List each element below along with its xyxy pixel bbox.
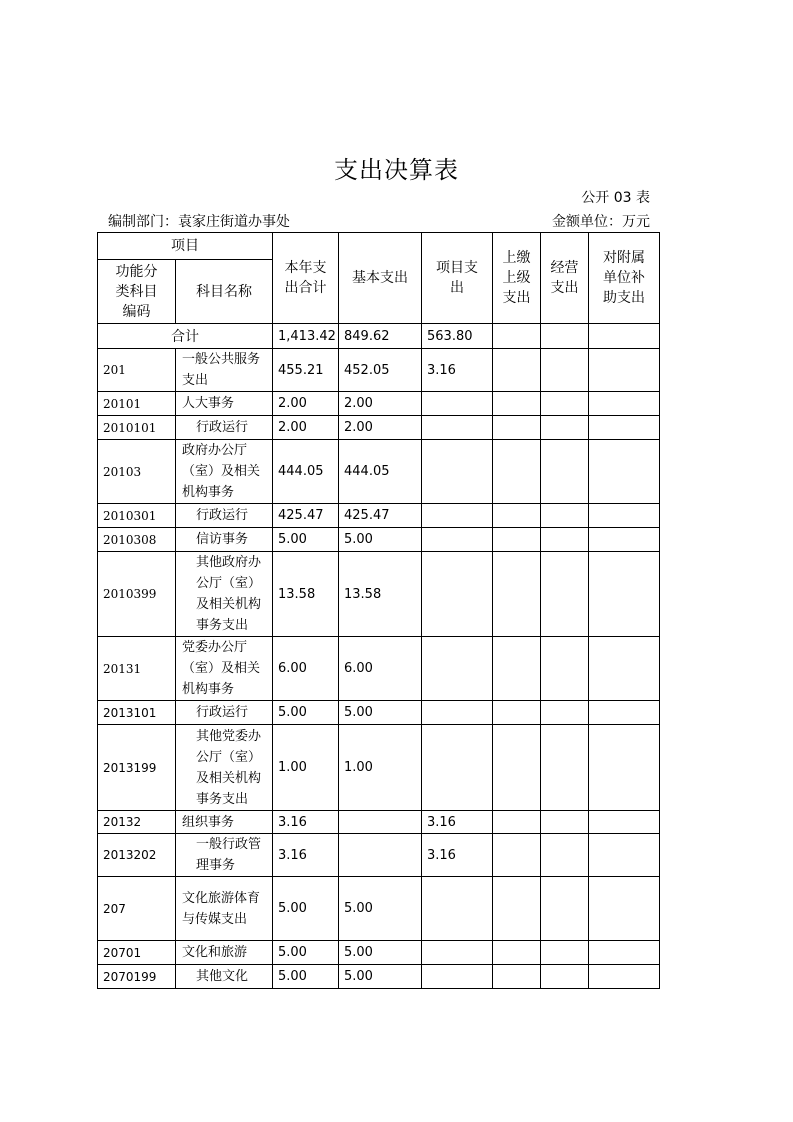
row-total: 5.00: [273, 877, 339, 941]
row-business: [541, 416, 589, 440]
row-total: 3.16: [273, 811, 339, 834]
header-item-group: 项目: [98, 233, 273, 260]
row-subsidy: [589, 701, 660, 725]
row-business: [541, 528, 589, 552]
row-subsidy: [589, 349, 660, 392]
row-total: 13.58: [273, 552, 339, 637]
row-upper: [493, 349, 541, 392]
form-number: 公开 03 表: [581, 190, 650, 206]
header-func-code: 功能分 类科目 编码: [98, 260, 176, 324]
compiling-department: 编制部门：袁家庄街道办事处: [108, 214, 290, 230]
row-upper: [493, 834, 541, 877]
amount-unit: 金额单位：万元: [552, 214, 650, 230]
row-subsidy: [589, 392, 660, 416]
row-subsidy: [589, 941, 660, 965]
row-upper: [493, 637, 541, 701]
table-row: [98, 637, 660, 701]
row-name: 其他政府办公厅（室）及相关机构事务支出: [176, 552, 273, 637]
row-project: [422, 528, 493, 552]
row-subsidy: [589, 416, 660, 440]
page-title: 支出决算表: [334, 156, 459, 184]
row-code: 20131: [98, 637, 176, 701]
row-upper: [493, 392, 541, 416]
row-basic: 5.00: [339, 701, 422, 725]
row-upper: [493, 811, 541, 834]
row-business: [541, 701, 589, 725]
row-total: 3.16: [273, 834, 339, 877]
row-total: 2.00: [273, 392, 339, 416]
total-subsidy: [589, 324, 660, 349]
table-row: [98, 552, 660, 637]
total-row: [98, 324, 660, 349]
table-row: [98, 725, 660, 811]
row-upper: [493, 416, 541, 440]
row-business: [541, 392, 589, 416]
total-upper: [493, 324, 541, 349]
row-project: 3.16: [422, 349, 493, 392]
row-basic: 2.00: [339, 392, 422, 416]
row-project: [422, 440, 493, 504]
row-name: 其他党委办公厅（室）及相关机构事务支出: [176, 725, 273, 811]
row-project: [422, 416, 493, 440]
total-basic: 849.62: [339, 324, 422, 349]
row-upper: [493, 941, 541, 965]
row-total: 5.00: [273, 941, 339, 965]
row-basic: 5.00: [339, 941, 422, 965]
row-name: 一般公共服务支出: [176, 349, 273, 392]
row-project: [422, 877, 493, 941]
row-project: [422, 965, 493, 989]
row-name: 一般行政管理事务: [176, 834, 273, 877]
total-label: 合计: [98, 324, 273, 349]
row-code: 20101: [98, 392, 176, 416]
row-name: 行政运行: [176, 416, 273, 440]
row-business: [541, 941, 589, 965]
table-row: [98, 504, 660, 528]
row-basic: 5.00: [339, 965, 422, 989]
row-code: 20103: [98, 440, 176, 504]
row-upper: [493, 552, 541, 637]
row-name: 信访事务: [176, 528, 273, 552]
row-subsidy: [589, 811, 660, 834]
row-subsidy: [589, 725, 660, 811]
row-upper: [493, 877, 541, 941]
row-total: 5.00: [273, 965, 339, 989]
row-total: 455.21: [273, 349, 339, 392]
row-name: 人大事务: [176, 392, 273, 416]
row-business: [541, 965, 589, 989]
row-code: 2013202: [98, 834, 176, 877]
row-total: 5.00: [273, 528, 339, 552]
header-project: 项目支 出: [422, 233, 493, 324]
table-row: [98, 528, 660, 552]
row-basic: 452.05: [339, 349, 422, 392]
row-subsidy: [589, 965, 660, 989]
table-row: [98, 877, 660, 941]
row-code: 2013199: [98, 725, 176, 811]
table-row: [98, 349, 660, 392]
row-project: [422, 701, 493, 725]
row-total: 1.00: [273, 725, 339, 811]
row-code: 2070199: [98, 965, 176, 989]
row-business: [541, 725, 589, 811]
row-upper: [493, 504, 541, 528]
row-upper: [493, 965, 541, 989]
row-subsidy: [589, 440, 660, 504]
row-business: [541, 552, 589, 637]
table-row: [98, 701, 660, 725]
header-subsidy: 对附属 单位补 助支出: [589, 233, 660, 324]
row-subsidy: [589, 528, 660, 552]
row-business: [541, 440, 589, 504]
table-row: [98, 392, 660, 416]
row-code: 2010301: [98, 504, 176, 528]
table-row: [98, 811, 660, 834]
header-subject-name: 科目名称: [176, 260, 273, 324]
row-code: 20132: [98, 811, 176, 834]
row-name: 行政运行: [176, 504, 273, 528]
row-code: 207: [98, 877, 176, 941]
row-name: 党委办公厅（室）及相关机构事务: [176, 637, 273, 701]
row-project: [422, 392, 493, 416]
header-basic: 基本支出: [339, 233, 422, 324]
row-name: 文化和旅游: [176, 941, 273, 965]
total-project: 563.80: [422, 324, 493, 349]
row-project: 3.16: [422, 834, 493, 877]
row-total: 444.05: [273, 440, 339, 504]
table-row: [98, 834, 660, 877]
expenditure-table: [97, 232, 660, 989]
row-project: [422, 552, 493, 637]
row-code: 201: [98, 349, 176, 392]
row-business: [541, 504, 589, 528]
row-subsidy: [589, 834, 660, 877]
row-subsidy: [589, 504, 660, 528]
row-basic: 6.00: [339, 637, 422, 701]
row-name: 文化旅游体育与传媒支出: [176, 877, 273, 941]
row-subsidy: [589, 637, 660, 701]
row-project: [422, 504, 493, 528]
row-basic: 444.05: [339, 440, 422, 504]
table-row: [98, 440, 660, 504]
row-subsidy: [589, 877, 660, 941]
row-basic: [339, 811, 422, 834]
row-code: 2013101: [98, 701, 176, 725]
row-business: [541, 637, 589, 701]
row-name: 其他文化: [176, 965, 273, 989]
row-business: [541, 349, 589, 392]
table-row: [98, 416, 660, 440]
row-total: 6.00: [273, 637, 339, 701]
row-total: 5.00: [273, 701, 339, 725]
row-project: 3.16: [422, 811, 493, 834]
table-row: [98, 965, 660, 989]
row-code: 20701: [98, 941, 176, 965]
header-upper: 上缴 上级 支出: [493, 233, 541, 324]
row-name: 行政运行: [176, 701, 273, 725]
total-amount: 1,413.42: [273, 324, 339, 349]
row-business: [541, 834, 589, 877]
row-total: 425.47: [273, 504, 339, 528]
row-upper: [493, 440, 541, 504]
row-code: 2010101: [98, 416, 176, 440]
row-upper: [493, 528, 541, 552]
table-row: [98, 941, 660, 965]
row-basic: 1.00: [339, 725, 422, 811]
row-project: [422, 941, 493, 965]
row-project: [422, 725, 493, 811]
row-business: [541, 877, 589, 941]
row-subsidy: [589, 552, 660, 637]
row-upper: [493, 725, 541, 811]
total-business: [541, 324, 589, 349]
row-project: [422, 637, 493, 701]
row-business: [541, 811, 589, 834]
row-basic: 13.58: [339, 552, 422, 637]
row-name: 政府办公厅（室）及相关机构事务: [176, 440, 273, 504]
row-code: 2010399: [98, 552, 176, 637]
row-basic: 425.47: [339, 504, 422, 528]
row-total: 2.00: [273, 416, 339, 440]
header-business: 经营 支出: [541, 233, 589, 324]
row-name: 组织事务: [176, 811, 273, 834]
row-basic: 5.00: [339, 877, 422, 941]
row-code: 2010308: [98, 528, 176, 552]
header-total: 本年支 出合计: [273, 233, 339, 324]
row-upper: [493, 701, 541, 725]
row-basic: [339, 834, 422, 877]
row-basic: 5.00: [339, 528, 422, 552]
row-basic: 2.00: [339, 416, 422, 440]
